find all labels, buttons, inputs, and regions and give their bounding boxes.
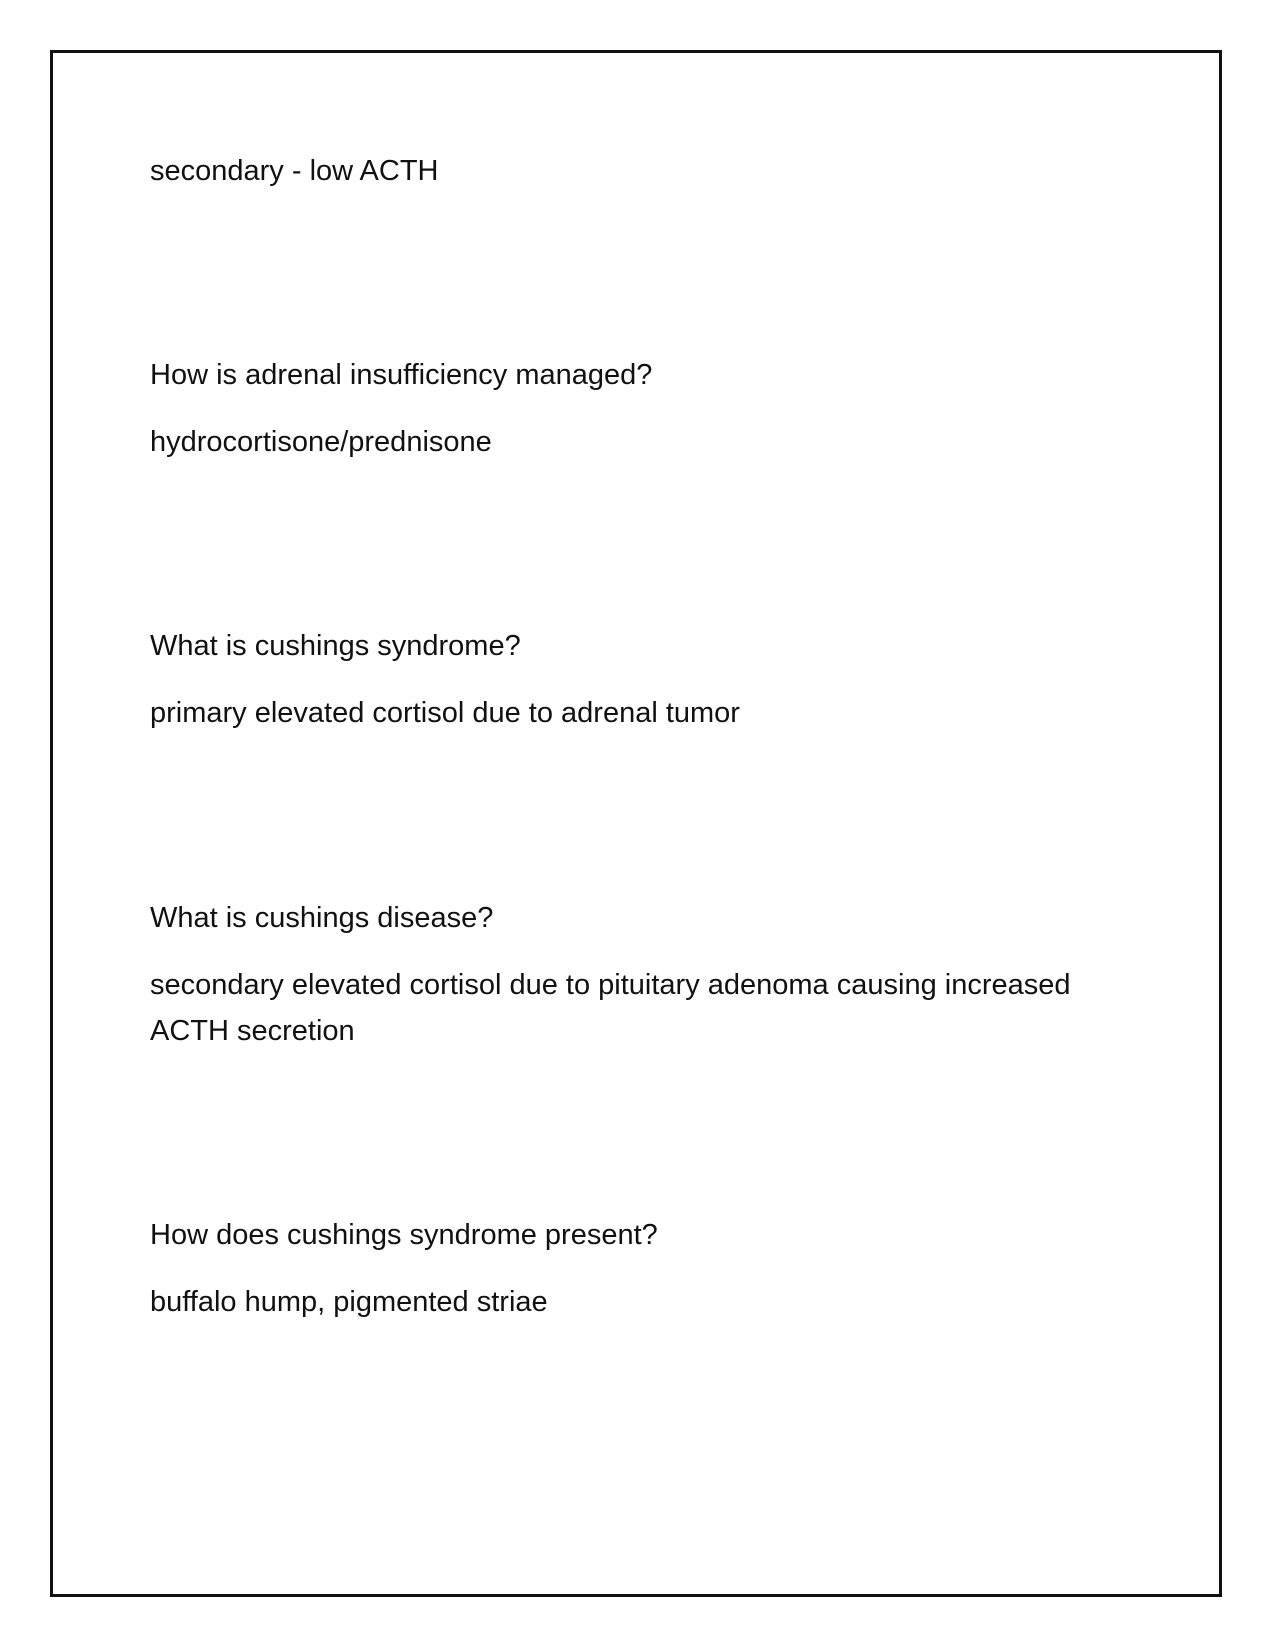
- intro-answer: secondary - low ACTH: [150, 155, 439, 187]
- question-cushings-syndrome: What is cushings syndrome?: [150, 630, 521, 662]
- question-cushings-disease: What is cushings disease?: [150, 902, 494, 934]
- answer-cushings-disease-line-1: secondary elevated cortisol due to pituitary adenoma causing increased: [150, 969, 1071, 1001]
- answer-adrenal-insufficiency: hydrocortisone/prednisone: [150, 426, 492, 458]
- page-border: [50, 50, 1222, 1597]
- question-cushings-presentation: How does cushings syndrome present?: [150, 1219, 658, 1251]
- answer-cushings-presentation: buffalo hump, pigmented striae: [150, 1286, 548, 1318]
- answer-cushings-syndrome: primary elevated cortisol due to adrenal tumor: [150, 697, 740, 729]
- question-adrenal-insufficiency: How is adrenal insufficiency managed?: [150, 359, 653, 391]
- answer-cushings-disease-line-2: ACTH secretion: [150, 1015, 355, 1047]
